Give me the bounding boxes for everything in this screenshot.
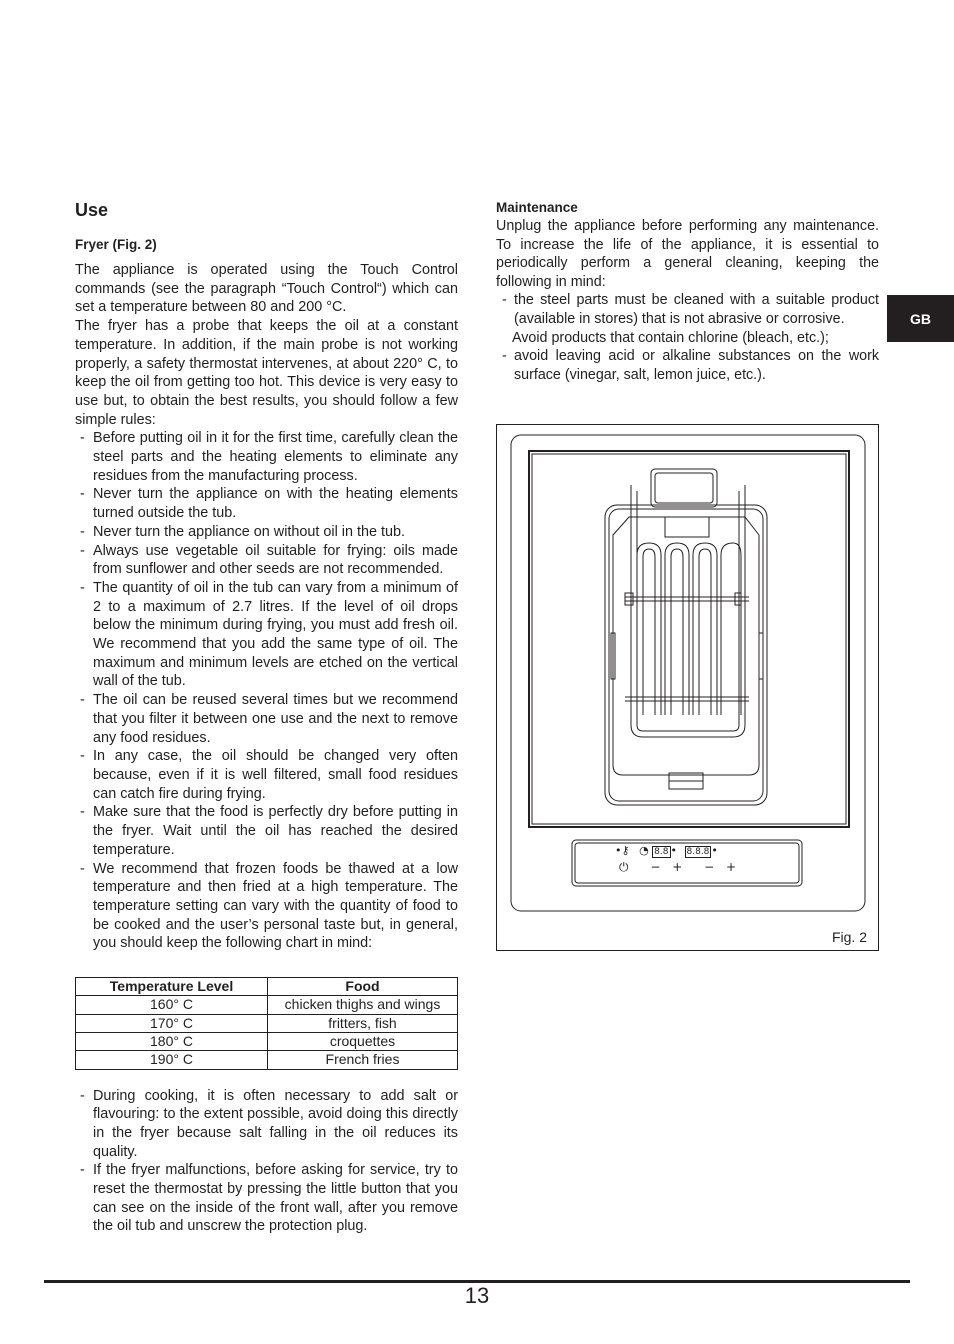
rules-list [75,429,458,953]
dot-icon: • [711,844,718,857]
page-number: 13 [464,1283,490,1308]
maintenance-list [496,291,879,328]
maintenance-section [496,200,879,384]
display-icon: 8.8.8 [686,847,710,857]
list-item: - Never turn the appliance on without oil in the tub. [75,523,458,542]
timer-icon: ◔ [639,844,649,857]
table-cell: 170° C [76,1014,268,1032]
table-cell: 190° C [76,1051,268,1069]
control-panel [615,844,718,859]
list-item: - We recommend that frozen foods be thawed at a low temperature and then fried at a high temperature. The temperature setting can vary with the quantity of food to be cooked and the user’s personal taste but, in general, you should keep the following chart in mind: [75,860,458,954]
fryer-subheading: Fryer (Fig. 2) [75,237,157,252]
list-item: - During cooking, it is often necessary to add salt or flavouring: to the extent possible, avoid doing this directly in the fryer because salt falling in the oil reduces its quality. [75,1087,458,1162]
table-cell: croquettes [268,1032,458,1050]
minus-icon[interactable]: − [704,860,715,874]
minus-icon[interactable]: − [650,860,661,874]
intro-paragraph: The fryer has a probe that keeps the oil at a constant temperature. In addition, if the main probe is not working properly, a safety thermostat intervenes, at about 220° C, to keep the oil from getting too hot. This device is very easy to use but, to obtain the best results, you should follow a few simple rules: [75,318,458,428]
section-heading: Use [75,200,109,220]
table-cell: fritters, fish [268,1014,458,1032]
temperature-table [75,977,458,1069]
list-item: - The oil can be reused several times but we recommend that you filter it between one use and the next to remove any food residues. [75,691,458,747]
plus-icon[interactable]: + [672,860,683,874]
probe-icon: ⚷ [621,844,630,857]
control-panel-buttons [619,860,736,875]
list-item: - If the fryer malfunctions, before asking for service, try to reset the thermostat by pressing the little button that you can see on the inside of the front wall, after you remove the oil tub and unscrew the protection plug. [75,1161,458,1236]
dot-icon: • [670,844,677,857]
list-item: - In any case, the oil should be changed very often because, even if it is well filtered, small food residues can catch fire during frying. [75,747,458,803]
table-header: Temperature Level [76,978,268,996]
list-item: - Make sure that the food is perfectly dry before putting in the fryer. Wait until the oil has reached the desired temperature. [75,803,458,859]
table-row [76,1014,458,1032]
maintenance-list [496,347,879,384]
language-tab: GB [887,295,954,342]
table-cell: 180° C [76,1032,268,1050]
after-rules-list [75,1087,458,1237]
table-row [76,1051,458,1069]
plus-icon[interactable]: + [726,860,737,874]
display-icon: 8.8 [654,847,669,857]
list-item: - Before putting oil in it for the first time, carefully clean the steel parts and the heating elements to eliminate any residues from the manufacturing process. [75,429,458,485]
list-item: - The quantity of oil in the tub can vary from a minimum of 2 to a maximum of 2.7 litres. If the level of oil drops below the minimum during frying, you must add fresh oil. We recommend that you add the same type of oil. The maximum and minimum levels are etched on the vertical wall of the tub. [75,579,458,691]
maintenance-note: Avoid products that contain chlorine (bleach, etc.); [512,329,829,346]
use-section [75,200,458,1236]
dot-icon: • [615,844,622,857]
maintenance-heading: Maintenance [496,200,578,215]
table-cell: chicken thighs and wings [268,996,458,1014]
list-item: - Never turn the appliance on with the heating elements turned outside the tub. [75,485,458,522]
table-cell: 160° C [76,996,268,1014]
table-row [76,1032,458,1050]
list-item: - avoid leaving acid or alkaline substances on the work surface (vinegar, salt, lemon juice, etc.). [496,347,879,384]
table-row [76,996,458,1014]
maintenance-intro: Unplug the appliance before performing any maintenance. To increase the life of the appliance, it is essential to periodically perform a general cleaning, keeping the following in mind: [496,218,879,290]
power-icon[interactable]: ⏻ [619,860,629,874]
table-header-row [76,978,458,996]
list-item: - Always use vegetable oil suitable for frying: oils made from sunflower and other seeds are not recommended. [75,542,458,579]
list-item: - the steel parts must be cleaned with a suitable product (available in stores) that is not abrasive or corrosive. [496,291,879,328]
intro-paragraph: The appliance is operated using the Touch Control commands (see the paragraph “Touch Control“) which can set a temperature between 80 and 200 °C. [75,262,458,316]
table-cell: French fries [268,1051,458,1069]
fryer-figure [496,424,879,951]
table-header: Food [268,978,458,996]
figure-caption: Fig. 2 [831,929,867,945]
